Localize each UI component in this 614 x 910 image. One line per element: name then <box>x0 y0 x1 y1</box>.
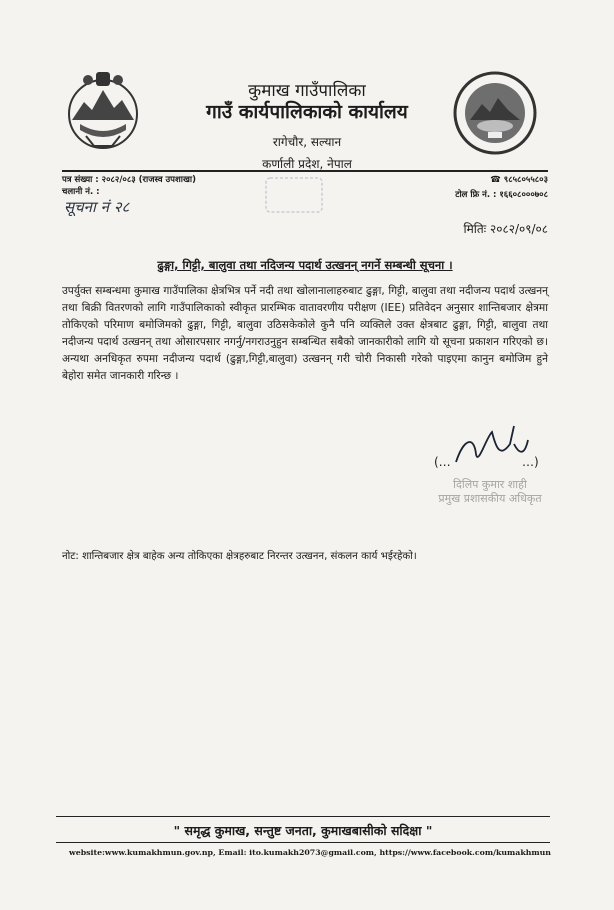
faint-stamp-icon <box>264 176 324 214</box>
handwritten-notice-number: सूचना नं २८ <box>64 198 130 216</box>
address-line-2: कर्णाली प्रदेश, नेपाल <box>262 157 352 171</box>
footer-divider-bottom <box>56 842 550 843</box>
signatory-title: प्रमुख प्रशासकीय अधिकृत <box>438 492 542 505</box>
motto: " समृद्ध कुमाख, सन्तुष्ट जनता, कुमाखबासीको सदिक्षा " <box>173 823 433 838</box>
footer-divider-top <box>56 816 550 817</box>
phone-number-value: ९८५८०५५८०३ <box>503 175 548 185</box>
signature-icon <box>430 418 550 478</box>
header-divider <box>62 170 548 172</box>
municipality-logo-icon <box>452 70 538 156</box>
toll-free-number: टोल फ्रि नं. : १६६०८०००७०८ <box>455 190 548 200</box>
date: मितिः २०८२/०९/०८ <box>463 222 548 236</box>
nepal-emblem-icon <box>66 66 140 152</box>
notice-subject: ढुङ्गा, गिट्टी, बालुवा तथा नदिजन्य पदार्थ उत्खनन् नगर्ने सम्बन्धी सूचना । <box>157 258 453 272</box>
notice-body: उपर्युक्त सम्बन्धमा कुमाख गाउँपालिका क्षेत्रभित्र पर्ने नदी तथा खोलानालाहरुबाट ढुङ्गा, गिट्टी, बालुवा तथा नदीजन्य पदार्थ उत्खनन् तथा बिक्री वितरणको लागि गाउँपालिकाको स्वीकृत प्रारम्भिक वातावरणीय परीक्षण (IEE) प्रतिवेदन अनुसार शान्तिबजार क्षेत्रमा तोकिएको परिमाण बमोजिमको ढुङ्गा, गिट्टी, बालुवा उठिसकेकोले कुनै पनि व्यक्तिले उक्त क्षेत्रबाट ढुङ्गा, गिट्टी, बालुवा तथा नदीजन्य पदार्थ उत्खनन् तथा ओसारपसार नगर्नु/नगराउनुहुन सम्बन्धित सबैको जानकारीको लागि यो सूचना प्रकाशन गरिएको छ। अन्यथा अनधिकृत रुपमा नदीजन्य पदार्थ (ढुङ्गा,गिट्टी,बालुवा) उत्खनन् गरी चोरी निकासी गरेको पाइएमा कानुन बमोजिम हुने बेहोरा समेत जानकारी गरिन्छ । <box>62 285 548 382</box>
svg-text:(…: (… <box>434 455 451 469</box>
note: नोट: शान्तिबजार क्षेत्र बाहेक अन्य तोकिएका क्षेत्रहरुबाट निरन्तर उत्खनन, संकलन कार्य भईरहेको। <box>62 551 417 562</box>
phone-number <box>428 174 548 185</box>
dispatch-number: चलानी नं. : <box>62 187 100 197</box>
signatory-name: दिलिप कुमार शाही <box>453 478 527 491</box>
signatory-stamp <box>420 478 560 506</box>
address-line-1: रागेचौर, सल्यान <box>272 135 342 149</box>
svg-text:…): …) <box>522 455 539 469</box>
footer-contact: website:www.kumakhmun.gov.np, Email: ito.kumakh2073@gmail.com, https://www.facebook.com/kumakhmun <box>69 848 551 857</box>
reference-number: पत्र संख्या : २०८२/०८३ (राजस्व उपशाखा) <box>62 175 197 185</box>
org-name: कुमाख गाउँपालिका <box>248 81 366 101</box>
office-name: गाउँ कार्यपालिकाको कार्यालय <box>206 101 408 123</box>
phone-icon: ☎ <box>490 175 501 185</box>
